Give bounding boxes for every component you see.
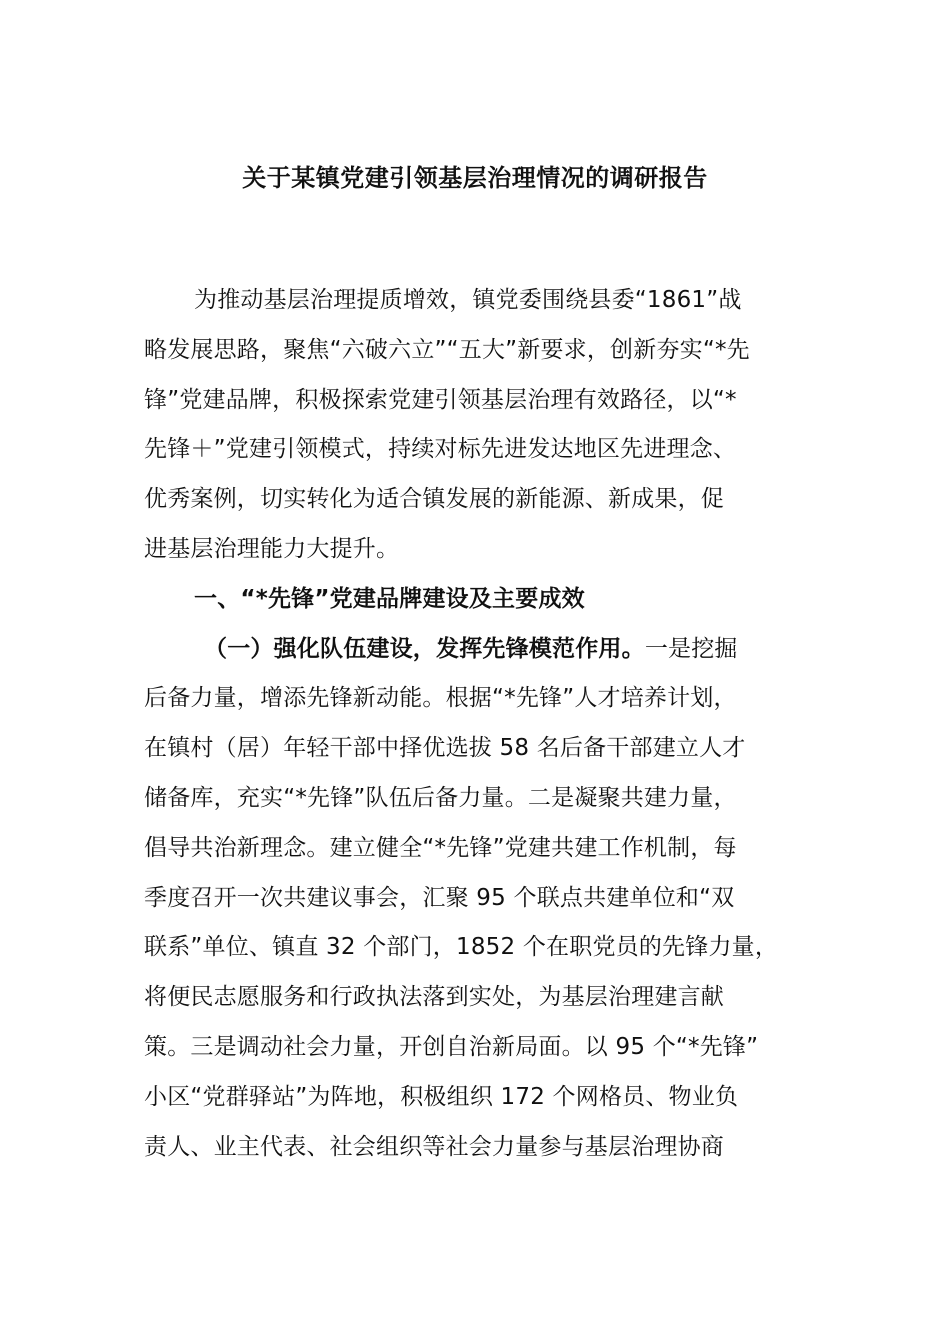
- body-line: 后备力量，增添先锋新动能。根据“*先锋”人才培养计划，: [144, 685, 737, 712]
- body-line: 小区“党群驿站”为阵地，积极组织 172 个网格员、物业负: [144, 1083, 739, 1110]
- body-line: 倡导共治新理念。建立健全“*先锋”党建共建工作机制，每: [144, 834, 737, 861]
- document-body: [144, 276, 834, 1172]
- body-line: 储备库，充实“*先锋”队伍后备力量。二是凝聚共建力量，: [144, 784, 737, 811]
- body-line: 季度召开一次共建议事会，汇聚 95 个联点共建单位和“双: [144, 884, 735, 911]
- intro-line: 进基层治理能力大提升。: [144, 535, 400, 562]
- intro-line: 锋”党建品牌，积极探索党建引领基层治理有效路径，以“*: [144, 386, 737, 413]
- intro-line: 略发展思路，聚焦“六破六立”“五大”新要求，创新夯实“*先: [144, 336, 750, 363]
- body-line: 策。三是调动社会力量，开创自治新局面。以 95 个“*先锋”: [144, 1033, 759, 1060]
- body-line: 将便民志愿服务和行政执法落到实处，为基层治理建言献: [144, 984, 724, 1011]
- document-title: 关于某镇党建引领基层治理情况的调研报告: [242, 164, 708, 192]
- intro-line: 为推动基层治理提质增效，镇党委围绕县委“1861”战: [194, 287, 742, 313]
- body-line: 在镇村（居）年轻干部中择优选拔 58 名后备干部建立人才: [144, 735, 746, 762]
- section-heading: 一、“*先锋”党建品牌建设及主要成效: [194, 585, 585, 612]
- body-line: 责人、业主代表、社会组织等社会力量参与基层治理协商: [144, 1133, 724, 1160]
- subsection-first-line: [144, 625, 834, 675]
- subsection-first-line-rest: 一是挖掘: [644, 635, 738, 662]
- intro-line: 先锋＋”党建引领模式，持续对标先进发达地区先进理念、: [144, 436, 737, 463]
- intro-line: 优秀案例，切实转化为适合镇发展的新能源、新成果，促: [144, 486, 724, 513]
- body-line: 联系”单位、镇直 32 个部门，1852 个在职党员的先锋力量，: [144, 934, 779, 961]
- subsection-heading: （一）强化队伍建设，发挥先锋模范作用。: [204, 635, 645, 662]
